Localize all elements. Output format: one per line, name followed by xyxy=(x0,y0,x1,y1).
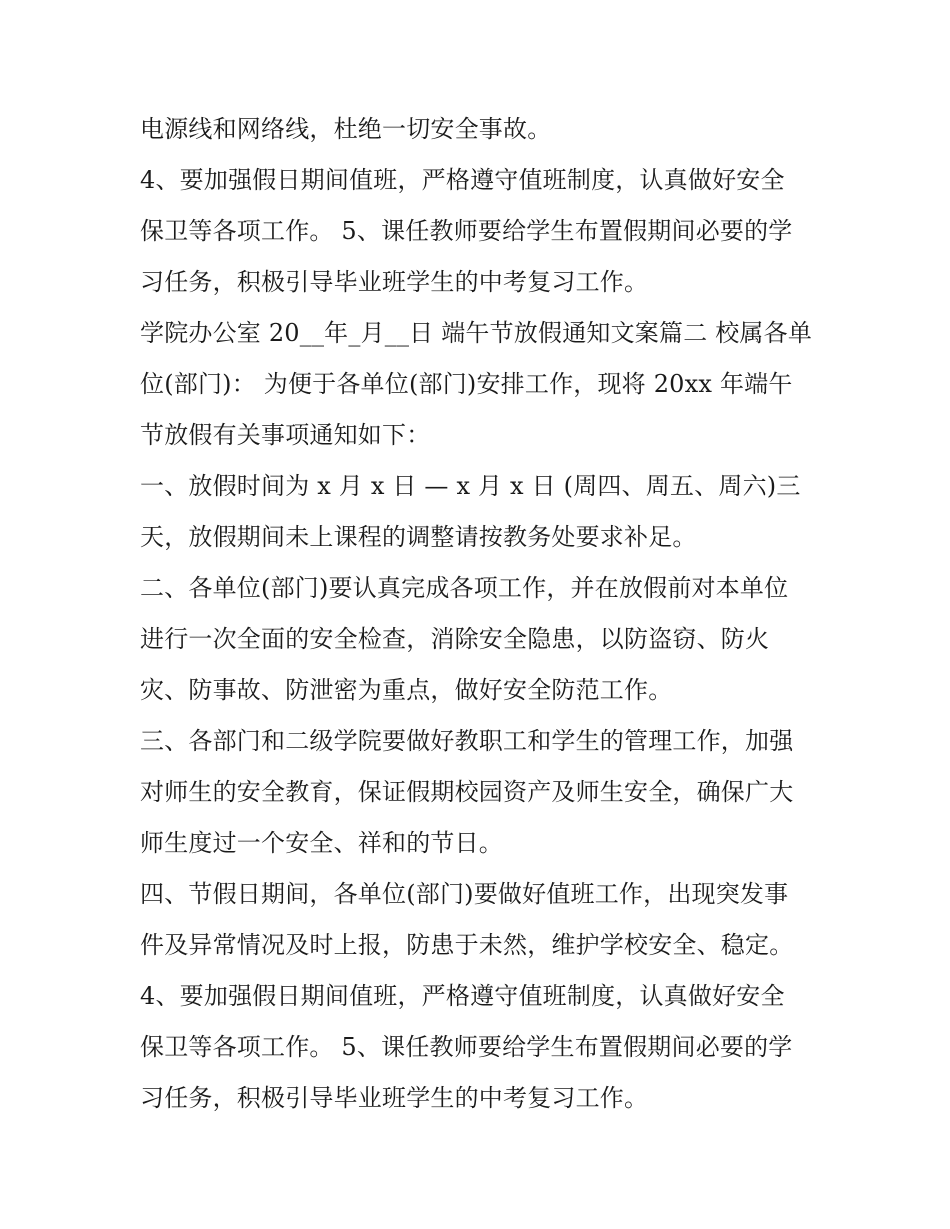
text-line: 习任务，积极引导毕业班学生的中考复习工作。 xyxy=(140,268,649,296)
text-line: 二、各单位(部门)要认真完成各项工作，并在放假前对本单位 xyxy=(140,574,789,602)
text-line: 保卫等各项工作。 5、课任教师要给学生布置假期间必要的学 xyxy=(140,217,793,245)
text-line: 一、放假时间为 x 月 x 日 — x 月 x 日 (周四、周五、周六)三 xyxy=(140,472,801,500)
text-line: 天，放假期间未上课程的调整请按教务处要求补足。 xyxy=(140,523,697,551)
text-line: 四、节假日期间，各单位(部门)要做好值班工作，出现突发事 xyxy=(140,880,789,908)
text-line: 习任务，积极引导毕业班学生的中考复习工作。 xyxy=(140,1084,649,1112)
text-line: 件及异常情况及时上报，防患于未然，维护学校安全、稳定。 xyxy=(140,931,794,959)
text-line: 4、要加强假日期间值班，严格遵守值班制度，认真做好安全 xyxy=(140,166,785,194)
text-line: 节放假有关事项通知如下： xyxy=(140,421,431,449)
text-line: 位(部门)： 为便于各单位(部门)安排工作，现将 20xx 年端午 xyxy=(140,370,793,398)
text-line: 4、要加强假日期间值班，严格遵守值班制度，认真做好安全 xyxy=(140,982,785,1010)
text-line: 三、各部门和二级学院要做好教职工和学生的管理工作，加强 xyxy=(140,727,794,755)
text-line: 进行一次全面的安全检查，消除安全隐患，以防盗窃、防火 xyxy=(140,625,770,653)
text-line: 灾、防事故、防泄密为重点，做好安全防范工作。 xyxy=(140,676,673,704)
text-line: 对师生的安全教育，保证假期校园资产及师生安全，确保广大 xyxy=(140,778,794,806)
text-line: 电源线和网络线，杜绝一切安全事故。 xyxy=(140,115,552,143)
document-body xyxy=(140,104,820,1124)
text-line: 学院办公室 20__年_月__日 端午节放假通知文案篇二 校属各单 xyxy=(140,319,813,347)
text-line: 保卫等各项工作。 5、课任教师要给学生布置假期间必要的学 xyxy=(140,1033,793,1061)
text-line: 师生度过一个安全、祥和的节日。 xyxy=(140,829,503,857)
